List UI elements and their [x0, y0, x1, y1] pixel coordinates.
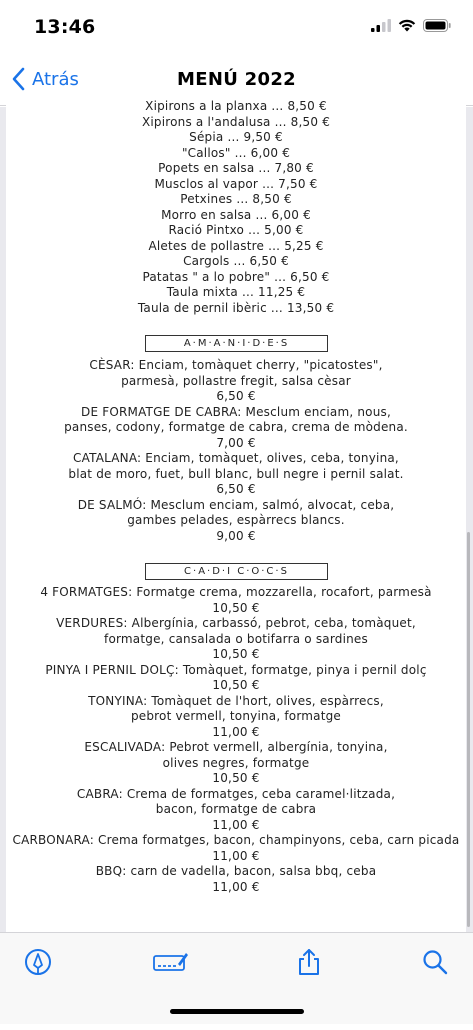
wifi-icon [398, 19, 416, 32]
menu-line: 10,50 € [212, 647, 260, 661]
menu-line: 11,00 € [212, 724, 260, 739]
menu-line: Popets en salsa ... 7,80 € [158, 161, 314, 175]
menu-line: Sépia ... 9,50 € [189, 130, 283, 144]
menu-line: TONYINA: Tomàquet de l'hort, olives, espàrrecs, [88, 693, 384, 708]
document-viewer[interactable] [0, 99, 473, 932]
menu-line: PINYA I PERNIL DOLÇ: Tomàquet, formatge, pinya i pernil dolç [45, 662, 427, 677]
menu-line: "Callos" ... 6,00 € [181, 145, 291, 160]
menu-line: Aletes de pollastre ... 5,25 € [148, 238, 324, 253]
share-button[interactable] [294, 947, 324, 977]
section-heading-amanides: A·M·A·N·I·D·E·S [145, 335, 328, 352]
menu-line: olives negres, formatge [162, 755, 310, 770]
menu-line: VERDURES: Albergínia, carbassó, pebrot, ceba, tomàquet, [56, 616, 416, 630]
menu-line: panses, codony, formatge de cabra, crema de mòdena. [64, 420, 408, 434]
menu-line: formatge, cansalada o botifarra o sardines [104, 631, 368, 646]
menu-line: ESCALIVADA: Pebrot vermell, albergínia, tonyina, [84, 740, 388, 754]
menu-line: parmesà, pollastre fregit, salsa cèsar [121, 373, 351, 388]
cocs-list [6, 585, 466, 895]
menu-line: DE FORMATGE DE CABRA: Mesclum enciam, nous, [81, 404, 391, 419]
signature-icon [152, 947, 190, 977]
menu-line: CABRA: Crema de formatges, ceba caramel·litzada, [76, 786, 396, 801]
status-bar [0, 0, 473, 56]
page-title: MENÚ 2022 [177, 69, 296, 90]
signal-icon [371, 19, 391, 32]
home-indicator [170, 1009, 304, 1014]
search-icon [420, 947, 450, 977]
menu-line: 9,00 € [216, 528, 256, 543]
search-button[interactable] [420, 947, 450, 977]
menu-line: 6,50 € [216, 389, 256, 403]
markup-button[interactable] [23, 947, 53, 977]
signature-button[interactable] [152, 947, 190, 977]
document-page [6, 99, 466, 1030]
menu-line: 4 FORMATGES: Formatge crema, mozzarella, rocafort, parmesà [40, 585, 432, 599]
menu-line: 11,00 € [212, 817, 260, 832]
battery-icon [423, 19, 451, 32]
scrollbar[interactable] [467, 532, 470, 927]
menu-line: Taula de pernil ibèric ... 13,50 € [137, 300, 335, 315]
menu-line: Patatas " a lo pobre" ... 6,50 € [142, 269, 330, 284]
markup-pen-icon [23, 947, 53, 977]
menu-line: 10,50 € [212, 771, 260, 785]
status-icons [371, 19, 451, 32]
menu-line: Musclos al vapor ... 7,50 € [154, 176, 318, 191]
amanides-list [6, 358, 466, 544]
menu-line: 7,00 € [216, 435, 256, 450]
menu-line: DE SALMÓ: Mesclum enciam, salmó, alvocat, ceba, [77, 497, 395, 512]
menu-line: Petxines ... 8,50 € [180, 192, 292, 206]
menu-line: CATALANA: Enciam, tomàquet, olives, ceba, tonyina, [73, 451, 399, 465]
menu-line: CARBONARA: Crema formatges, bacon, champinyons, ceba, carn picada [12, 833, 460, 847]
menu-line: 10,50 € [212, 678, 260, 692]
menu-line: bacon, formatge de cabra [155, 802, 317, 816]
share-icon [294, 947, 324, 977]
menu-line: Taula mixta ... 11,25 € [166, 285, 306, 299]
menu-line: Morro en salsa ... 6,00 € [161, 207, 311, 222]
tapas-list [6, 99, 466, 316]
menu-line: Xipirons a l'andalusa ... 8,50 € [141, 114, 331, 129]
status-time: 13:46 [34, 16, 96, 38]
section-heading-cocs: C·A·D·I C·O·C·S [145, 563, 328, 580]
menu-line: gambes pelades, espàrrecs blancs. [127, 513, 345, 527]
menu-line: 11,00 € [212, 848, 260, 863]
back-label: Atrás [32, 68, 79, 90]
menu-line: 6,50 € [216, 482, 256, 496]
menu-line: 11,00 € [212, 879, 260, 894]
menu-line: Ració Pintxo ... 5,00 € [168, 223, 304, 237]
menu-line: pebrot vermell, tonyina, formatge [130, 709, 342, 723]
menu-line: 10,50 € [212, 600, 260, 615]
menu-line: Xipirons a la planxa ... 8,50 € [145, 99, 327, 113]
menu-line: blat de moro, fuet, bull blanc, bull negre i pernil salat. [68, 466, 404, 481]
menu-line: BBQ: carn de vadella, bacon, salsa bbq, ceba [95, 864, 377, 878]
menu-line: Cargols ... 6,50 € [183, 254, 289, 268]
menu-line: CÈSAR: Enciam, tomàquet cherry, "picatostes", [89, 358, 383, 372]
